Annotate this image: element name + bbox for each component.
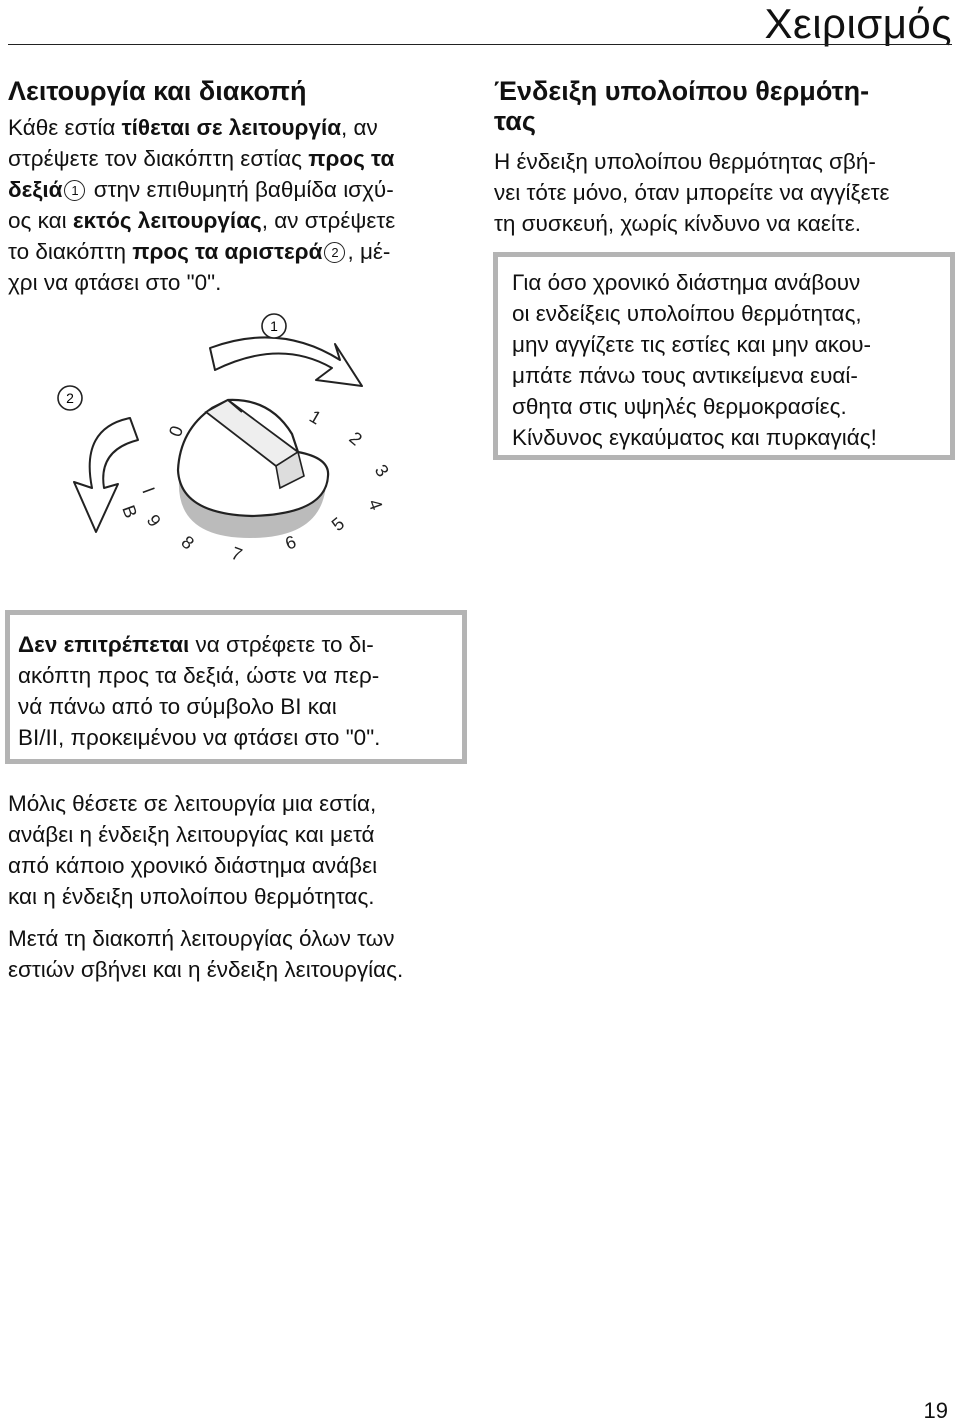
scale-label-3: 3: [370, 460, 393, 481]
scale-label-5: 5: [327, 513, 349, 536]
text-line: Η ένδειξη υπολοίπου θερμότητας σβή-: [494, 149, 876, 174]
scale-label-0: 0: [164, 423, 188, 440]
text-line: μην αγγίζετε τις εστίες και μην ακου-: [512, 332, 872, 357]
text-line: Κίνδυνος εγκαύματος και πυρκαγιάς!: [512, 425, 877, 450]
text-line: νει τότε μόνο, όταν μπορείτε να αγγίξετε: [494, 180, 890, 205]
scale-label-i: I: [138, 484, 159, 497]
text-line: και η ένδειξη υπολοίπου θερμότητας.: [8, 884, 375, 909]
knob-body: [178, 400, 328, 516]
residual-heat-paragraph: [494, 146, 890, 239]
operation-paragraph: [8, 112, 395, 298]
text-line: το διακόπτη προς τα αριστερά 2 , μέ-: [8, 239, 391, 264]
bold-text: εκτός λειτουργίας: [72, 208, 262, 233]
text-line: εστιών σβήνει και η ένδειξη λειτουργίας.: [8, 957, 404, 982]
section-heading-residual-heat: [494, 76, 869, 136]
callout-number-icon: 2: [324, 242, 345, 263]
page-number: 19: [923, 1398, 948, 1423]
text-line: ακόπτη προς τα δεξιά, ώστε να περ-: [18, 663, 380, 688]
scale-label-8: 8: [177, 531, 198, 554]
text-line: νά πάνω από το σύμβολο BI και: [18, 694, 337, 719]
header-divider: [8, 44, 952, 45]
bold-text: δεξιά: [8, 177, 63, 202]
text-line: από κάποιο χρονικό διάστημα ανάβει: [8, 853, 378, 878]
scale-label-9: 9: [142, 510, 165, 531]
symbol-warning-box: [5, 610, 467, 764]
text-line: Μετά τη διακοπή λειτουργίας όλων των: [8, 926, 395, 951]
burn-warning-box: [493, 252, 955, 460]
callout-2-label: 2: [66, 390, 74, 406]
text-line: στρέψετε τον διακόπτη εστίας προς τα: [8, 146, 395, 171]
text-line: Μόλις θέσετε σε λειτουργία μια εστία,: [8, 791, 377, 816]
scale-label-7: 7: [228, 542, 245, 566]
bold-text: προς τα αριστερά: [132, 239, 323, 264]
indicator-paragraph: [8, 788, 377, 912]
scale-label-4: 4: [364, 496, 387, 513]
page-title: Χειρισμός: [764, 0, 952, 47]
text-line: ος και εκτός λειτουργίας, αν στρέψετε: [8, 208, 396, 233]
heading-line: Ένδειξη υπολοίπου θερμότη-: [494, 76, 870, 106]
bold-text: τίθεται σε λειτουργία: [121, 115, 342, 140]
shutdown-paragraph: [8, 923, 403, 985]
text-line: Για όσο χρονικό διάστημα ανάβουν: [512, 270, 861, 295]
text-line: Κάθε εστία τίθεται σε λειτουργία, αν: [8, 115, 378, 140]
text-line: σθητα στις υψηλές θερμοκρασίες.: [512, 394, 847, 419]
text-line: BI/II, προκειμένου να φτάσει στο "0".: [18, 725, 381, 750]
knob-rotation-figure: [30, 300, 460, 590]
arrow-clockwise-icon: [210, 337, 362, 386]
text-line: ανάβει η ένδειξη λειτουργίας και μετά: [8, 822, 375, 847]
scale-label-1: 1: [306, 406, 325, 429]
bold-text: προς τα: [308, 146, 395, 171]
callout-1-label: 1: [270, 318, 278, 334]
text-line: μπάτε πάνω τους αντικείμενα ευαί-: [512, 363, 858, 388]
callout-number-icon: 1: [64, 180, 85, 201]
heading-line: τας: [494, 106, 536, 136]
scale-label-2: 2: [345, 427, 366, 450]
section-heading-operation: Λειτουργία και διακοπή: [8, 76, 307, 106]
text-line: Δεν επιτρέπεται να στρέφετε το δι-: [18, 632, 374, 657]
text-line: δεξιά 1 στην επιθυμητή βαθμίδα ισχύ-: [8, 177, 394, 202]
text-line: τη συσκευή, χωρίς κίνδυνο να καείτε.: [494, 211, 862, 236]
text-line: χρι να φτάσει στο "0".: [8, 270, 222, 295]
scale-label-6: 6: [282, 531, 299, 554]
scale-label-b: B: [118, 502, 142, 521]
bold-text: Δεν επιτρέπεται: [18, 632, 190, 657]
text-line: οι ενδείξεις υπολοίπου θερμότητας,: [512, 301, 862, 326]
